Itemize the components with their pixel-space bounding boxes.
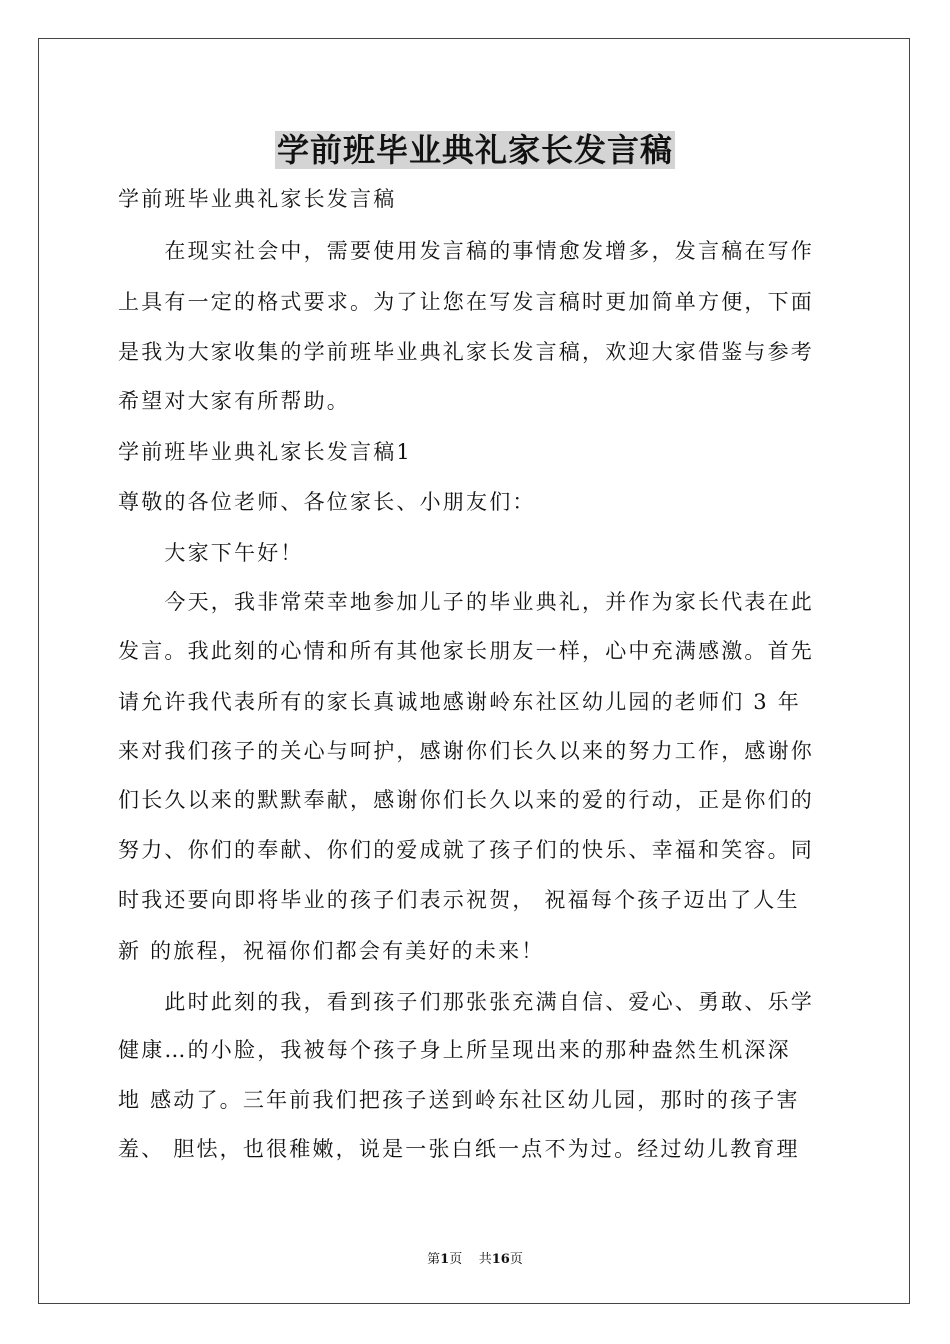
body-line: 学前班毕业典礼家长发言稿 <box>118 187 397 211</box>
page-prefix: 第 <box>427 1252 441 1267</box>
page-border <box>38 38 910 1304</box>
body-line: 发言。我此刻的心情和所有其他家长朋友一样，心中充满感激。首先 <box>118 639 814 663</box>
body-line: 此时此刻的我，看到孩子们那张张充满自信、爱心、勇敢、乐学 <box>118 990 814 1014</box>
body-line: 学前班毕业典礼家长发言稿1 <box>118 440 412 464</box>
body-line: 新 的旅程，祝福你们都会有美好的未来！ <box>118 939 545 963</box>
document-title-wrapper <box>0 128 950 172</box>
body-line: 努力、你们的奉献、你们的爱成就了孩子们的快乐、幸福和笑容。同 <box>118 838 814 862</box>
body-line: 希望对大家有所帮助。 <box>118 389 350 413</box>
body-line: 上具有一定的格式要求。为了让您在写发言稿时更加简单方便，下面 <box>118 290 814 314</box>
body-line: 大家下午好！ <box>118 541 304 565</box>
body-line: 健康…的小脸，我被每个孩子身上所呈现出来的那种盎然生机深深 <box>118 1038 791 1062</box>
body-line: 时我还要向即将毕业的孩子们表示祝贺， 祝福每个孩子迈出了人生 <box>118 888 800 912</box>
body-line: 今天，我非常荣幸地参加儿子的毕业典礼，并作为家长代表在此 <box>118 590 814 614</box>
body-line: 是我为大家收集的学前班毕业典礼家长发言稿，欢迎大家借鉴与参考 <box>118 340 814 364</box>
body-line: 们长久以来的默默奉献，感谢你们长久以来的爱的行动，正是你们的 <box>118 788 814 812</box>
body-line: 在现实社会中，需要使用发言稿的事情愈发增多，发言稿在写作 <box>118 239 814 263</box>
body-line: 来对我们孩子的关心与呵护，感谢你们长久以来的努力工作，感谢你 <box>118 739 814 763</box>
page-number: 1 <box>440 1252 450 1267</box>
body-line: 地 感动了。三年前我们把孩子送到岭东社区幼儿园，那时的孩子害 <box>118 1088 800 1112</box>
total-suffix: 页 <box>509 1252 523 1267</box>
document-title: 学前班毕业典礼家长发言稿 <box>276 131 673 169</box>
page-footer <box>0 1248 950 1267</box>
total-pages: 16 <box>491 1252 510 1267</box>
body-line: 羞、 胆怯，也很稚嫩，说是一张白纸一点不为过。经过幼儿教育理 <box>118 1137 800 1161</box>
total-prefix: 共 <box>478 1252 492 1267</box>
body-line: 尊敬的各位老师、各位家长、小朋友们： <box>118 490 536 514</box>
page-suffix: 页 <box>449 1252 463 1267</box>
body-line: 请允许我代表所有的家长真诚地感谢岭东社区幼儿园的老师们 3 年 <box>118 690 801 714</box>
